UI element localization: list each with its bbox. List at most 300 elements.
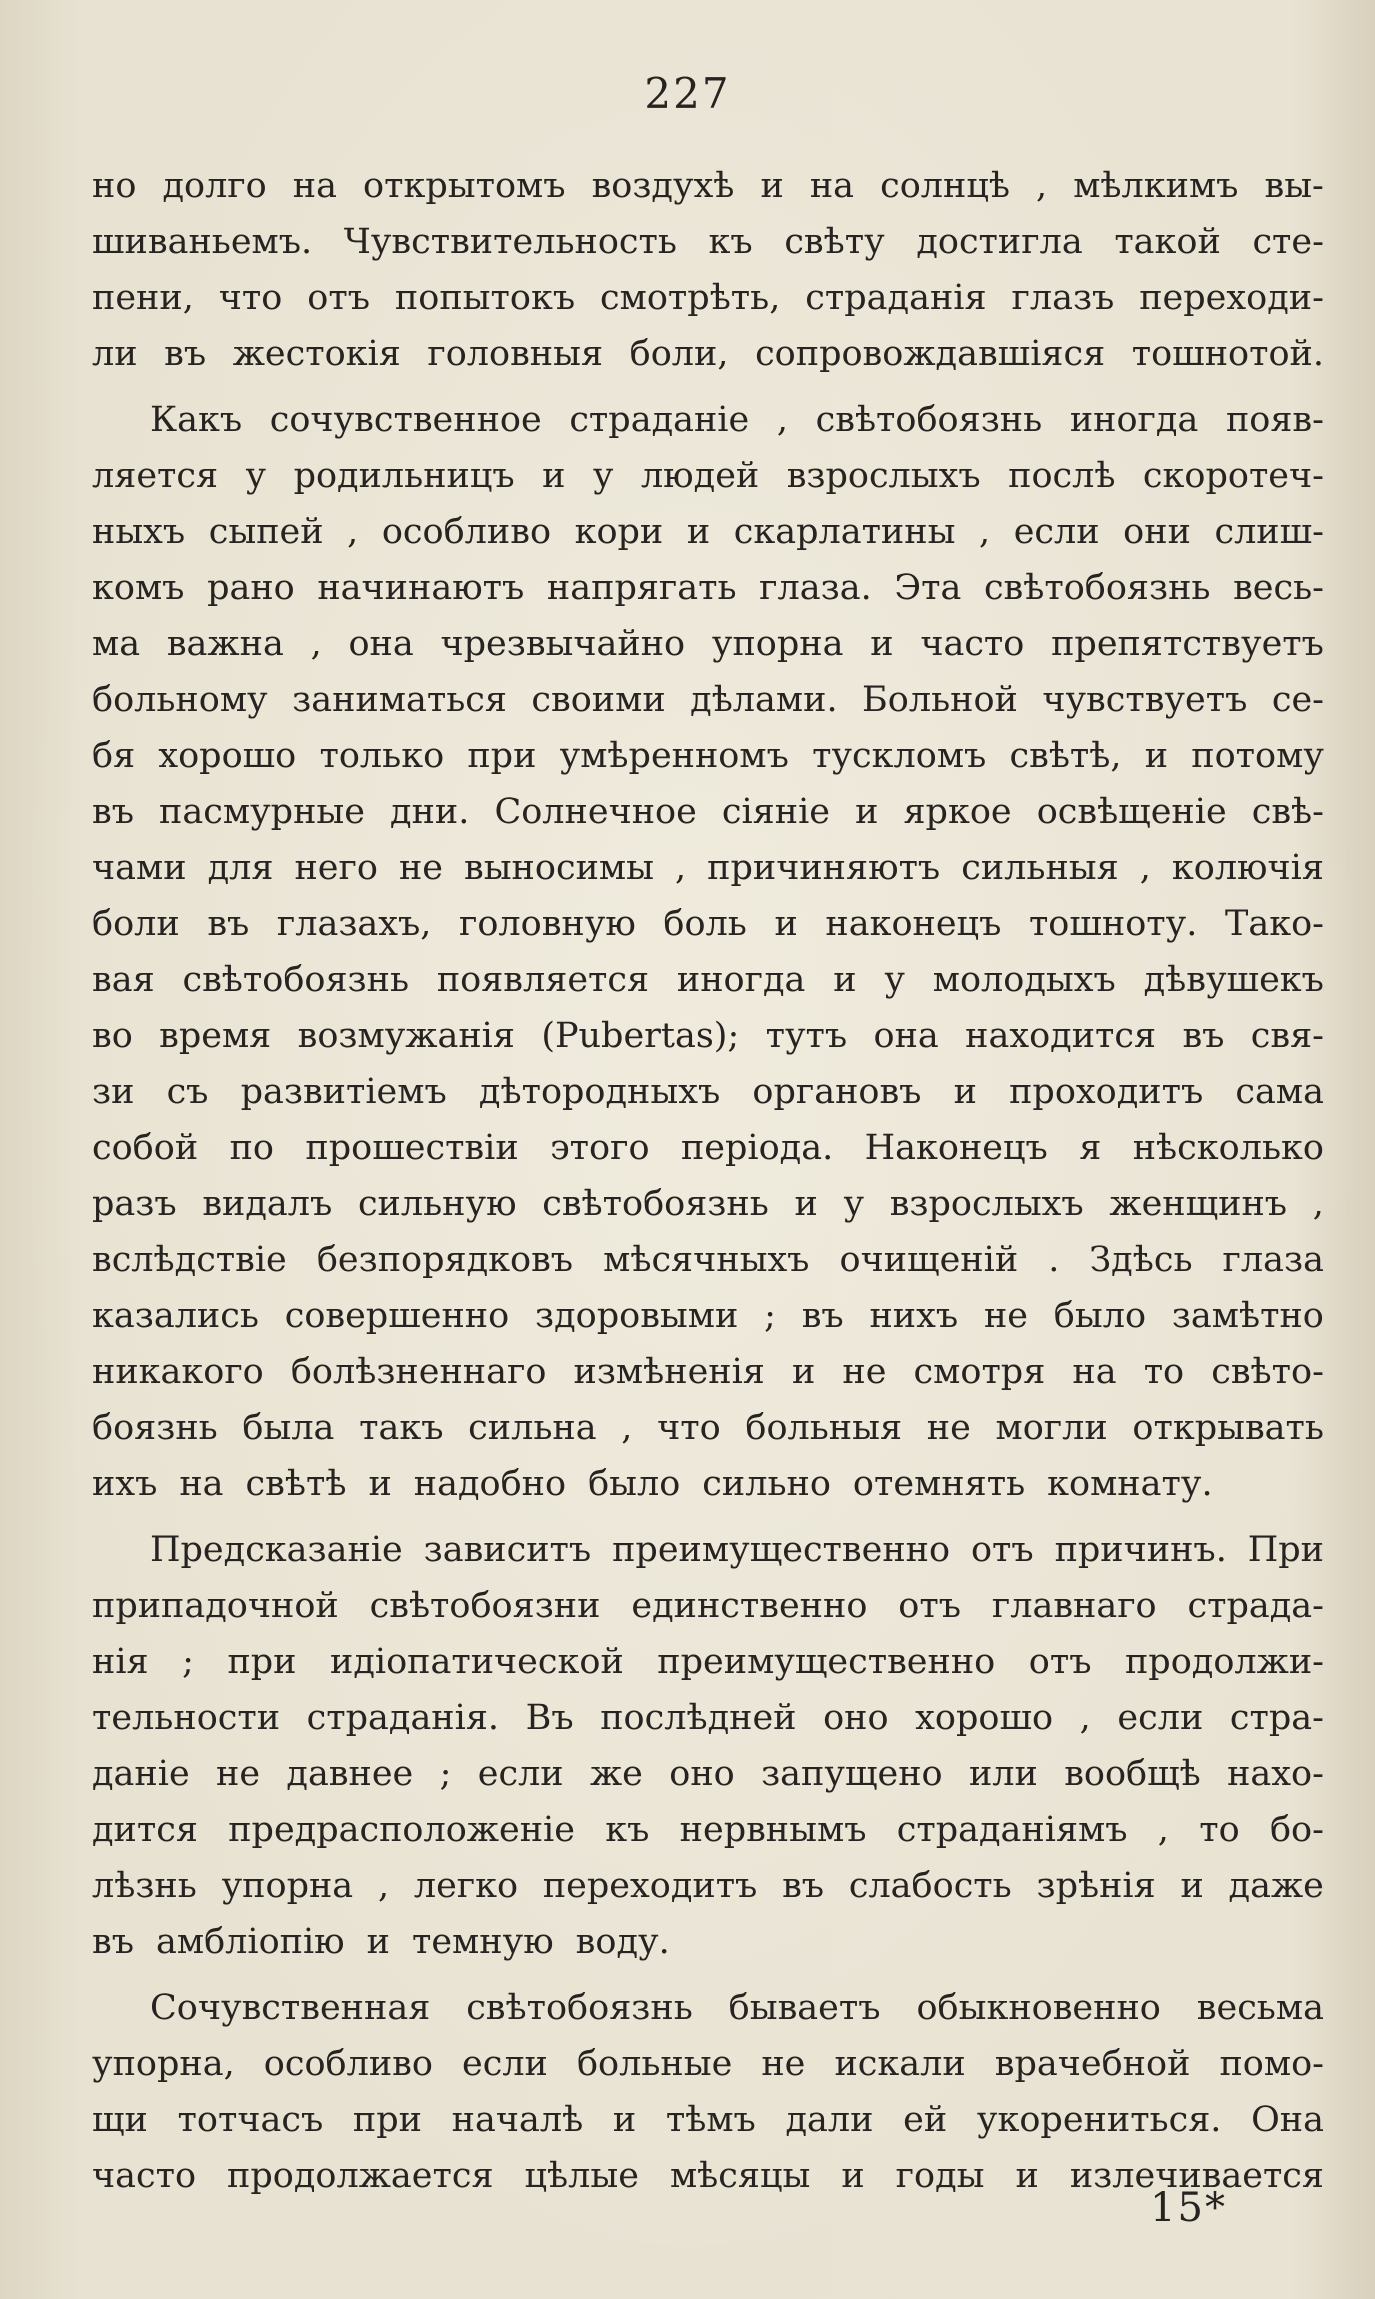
word: наконецъ xyxy=(825,904,1002,944)
word: потому xyxy=(1191,736,1324,776)
word: врачебной xyxy=(994,2044,1191,2084)
word: препятствуетъ xyxy=(1051,624,1324,664)
word: сама xyxy=(1235,1072,1324,1112)
word: боязнь xyxy=(92,1408,218,1448)
word: , xyxy=(621,1408,633,1448)
word: свѣтѣ, xyxy=(1009,736,1122,776)
word: хорошо xyxy=(915,1698,1054,1738)
word: комнату. xyxy=(1047,1464,1213,1504)
word: свѣ- xyxy=(1251,792,1324,832)
word: въ xyxy=(164,334,207,374)
word: видалъ xyxy=(202,1184,333,1224)
word: въ xyxy=(92,1922,134,1962)
word: и xyxy=(760,166,784,206)
word: нѣсколько xyxy=(1132,1128,1324,1168)
word: пасмурные xyxy=(159,792,365,832)
text-line xyxy=(92,1858,1324,1914)
word: чувствуетъ xyxy=(1042,680,1248,720)
word: то xyxy=(1143,1352,1185,1392)
word: переходитъ xyxy=(542,1866,758,1906)
word: больному xyxy=(92,680,268,720)
word: бя xyxy=(92,736,136,776)
word: Въ xyxy=(525,1698,574,1738)
word: сіяніе xyxy=(721,792,831,832)
word: въ xyxy=(801,1296,844,1336)
word: открывать xyxy=(1132,1408,1324,1448)
word: тускломъ xyxy=(812,736,987,776)
word: свѣтѣ xyxy=(245,1464,347,1504)
word: боли, xyxy=(629,334,729,374)
word: и xyxy=(841,2156,865,2196)
word: помо- xyxy=(1219,2044,1324,2084)
word: и xyxy=(1180,1866,1204,1906)
word: глазъ xyxy=(1011,278,1115,318)
text-line xyxy=(92,1120,1324,1176)
word: колючія xyxy=(1171,848,1324,888)
word: вслѣдствіе xyxy=(92,1240,287,1280)
word: ма xyxy=(92,624,141,664)
word: нервнымъ xyxy=(679,1810,867,1850)
word: было xyxy=(588,1464,681,1504)
word: преимущественно xyxy=(657,1642,996,1682)
word: проходитъ xyxy=(1009,1072,1204,1112)
word: болѣзненнаго xyxy=(290,1352,547,1392)
word: и xyxy=(1015,2156,1039,2196)
word: се- xyxy=(1271,680,1324,720)
word: Сочувственная xyxy=(150,1988,431,2028)
word: если xyxy=(1013,512,1100,552)
word: въ xyxy=(92,792,134,832)
word: не xyxy=(926,1408,971,1448)
word: или xyxy=(968,1754,1038,1794)
word: переходи- xyxy=(1139,278,1324,318)
word: надобно xyxy=(413,1464,567,1504)
word: головную xyxy=(459,904,636,944)
word: замѣтно xyxy=(1171,1296,1324,1336)
word: , xyxy=(347,512,359,552)
word: пени, xyxy=(92,278,194,318)
word: Она xyxy=(1251,2100,1324,2140)
word: казались xyxy=(92,1296,259,1336)
word: воздухѣ xyxy=(591,166,735,206)
word: при xyxy=(352,2100,422,2140)
word: смотрѣть, xyxy=(600,278,781,318)
word: у xyxy=(592,456,614,496)
word: жестокія xyxy=(232,334,401,374)
word: тотчасъ xyxy=(177,2100,324,2140)
text-line xyxy=(92,1802,1324,1858)
word: время xyxy=(159,1016,272,1056)
word: сильныя xyxy=(961,848,1119,888)
word: чами xyxy=(92,848,187,888)
word: Эта xyxy=(894,568,962,608)
text-line xyxy=(92,448,1324,504)
word: Больной xyxy=(862,680,1018,720)
word: , xyxy=(310,624,322,664)
word: вая xyxy=(92,960,155,1000)
word: шиваньемъ. xyxy=(92,222,313,262)
word: появляется xyxy=(436,960,650,1000)
text-line xyxy=(92,1064,1324,1120)
word: и xyxy=(366,1922,390,1962)
word: и xyxy=(855,792,879,832)
text-line xyxy=(92,158,1324,214)
word: развитіемъ xyxy=(240,1072,447,1112)
word: то xyxy=(1199,1810,1240,1850)
word: Чувствительность xyxy=(343,222,677,262)
text-line xyxy=(92,504,1324,560)
word: дѣтородныхъ xyxy=(478,1072,721,1112)
word: цѣлые xyxy=(524,2156,639,2196)
text-line xyxy=(92,784,1324,840)
word: органовъ xyxy=(752,1072,922,1112)
word: иногда xyxy=(1069,400,1199,440)
word: , xyxy=(1139,848,1151,888)
word: же xyxy=(589,1754,643,1794)
word: свѣтобоязнь xyxy=(466,1988,693,2028)
word: и xyxy=(368,1464,392,1504)
word: на xyxy=(179,1464,224,1504)
word: я xyxy=(1079,1128,1102,1168)
word: запущено xyxy=(761,1754,943,1794)
text-line xyxy=(92,952,1324,1008)
word: глаза. xyxy=(759,568,872,608)
text-line xyxy=(92,1456,1324,1512)
word: отъ xyxy=(898,1586,961,1626)
word: вы- xyxy=(1264,166,1324,206)
word: что xyxy=(657,1408,721,1448)
word: даже xyxy=(1228,1866,1324,1906)
word: глазахъ, xyxy=(276,904,432,944)
word: въ xyxy=(207,904,250,944)
word: ; xyxy=(764,1296,776,1336)
text-line xyxy=(92,1522,1324,1578)
word: у xyxy=(884,960,905,1000)
word: кори xyxy=(574,512,664,552)
word: своими xyxy=(531,680,666,720)
word: людей xyxy=(640,456,760,496)
word: женщинъ xyxy=(1109,1184,1288,1224)
word: часто xyxy=(92,2156,197,2196)
word: (Pubertas); xyxy=(541,1016,740,1056)
word: тошнотой. xyxy=(1131,334,1324,374)
word: умѣренномъ xyxy=(559,736,789,776)
word: безпорядковъ xyxy=(316,1240,574,1280)
word: и xyxy=(542,456,566,496)
word: сильна xyxy=(468,1408,597,1448)
word: излечивается xyxy=(1069,2156,1324,2196)
word: страданія. xyxy=(306,1698,500,1738)
word: свѣтобоязнь xyxy=(542,1184,769,1224)
word: была xyxy=(242,1408,335,1448)
word: ; xyxy=(182,1642,194,1682)
text-line xyxy=(92,1344,1324,1400)
word: рано xyxy=(207,568,295,608)
word: дали xyxy=(785,2100,874,2140)
word: часто xyxy=(920,624,1025,664)
word: она xyxy=(348,624,414,664)
word: укорениться. xyxy=(976,2100,1222,2140)
word: сильно xyxy=(702,1464,831,1504)
text-line xyxy=(92,1400,1324,1456)
word: заниматься xyxy=(292,680,507,720)
word: освѣщеніе xyxy=(1036,792,1227,832)
body-text xyxy=(92,158,1324,2214)
word: мѣсячныхъ xyxy=(603,1240,810,1280)
word: въ xyxy=(1182,1016,1225,1056)
word: выносимы xyxy=(464,848,654,888)
word: скоротеч- xyxy=(1142,456,1324,496)
word: долго xyxy=(162,166,267,206)
text-line xyxy=(92,1008,1324,1064)
word: . xyxy=(1048,1240,1060,1280)
word: измѣненія xyxy=(573,1352,765,1392)
word: ныхъ xyxy=(92,512,186,552)
text-line xyxy=(92,896,1324,952)
text-line xyxy=(92,214,1324,270)
word: не xyxy=(761,2044,806,2084)
word: она xyxy=(873,1016,939,1056)
word: иногда xyxy=(676,960,806,1000)
word: родильницъ xyxy=(293,456,515,496)
word: и xyxy=(794,1184,818,1224)
word: свя- xyxy=(1250,1016,1324,1056)
text-line xyxy=(92,2036,1324,2092)
word: отъ xyxy=(307,278,370,318)
word: амбліопію xyxy=(155,1922,345,1962)
word: чрезвычайно xyxy=(440,624,686,664)
word: особливо xyxy=(263,2044,433,2084)
word: попытокъ xyxy=(394,278,576,318)
word: находится xyxy=(965,1016,1157,1056)
word: годы xyxy=(895,2156,985,2196)
word: ляется xyxy=(92,456,219,496)
word: весьма xyxy=(1196,1988,1324,2028)
word: сте- xyxy=(1252,222,1324,262)
word: Тако- xyxy=(1225,904,1324,944)
word: здоровыми xyxy=(535,1296,739,1336)
word: боль xyxy=(663,904,747,944)
word: этого xyxy=(550,1128,650,1168)
word: прошествіи xyxy=(305,1128,519,1168)
word: мѣсяцы xyxy=(669,2156,811,2196)
word: у xyxy=(245,456,267,496)
word: единственно xyxy=(631,1586,868,1626)
word: солнцѣ xyxy=(880,166,1010,206)
word: ; xyxy=(439,1754,452,1794)
word: лѣзнь xyxy=(92,1866,197,1906)
word: не xyxy=(842,1352,887,1392)
word: для xyxy=(207,848,274,888)
word: съ xyxy=(166,1072,209,1112)
word: ли xyxy=(92,334,138,374)
word: зрѣнія xyxy=(1036,1866,1156,1906)
text-line xyxy=(92,270,1324,326)
word: зи xyxy=(92,1072,135,1112)
word: началѣ xyxy=(451,2100,584,2140)
word: , xyxy=(675,848,687,888)
word: главнаго xyxy=(991,1586,1157,1626)
word: они xyxy=(1123,512,1191,552)
word: послѣдней xyxy=(600,1698,797,1738)
word: и xyxy=(791,1352,816,1392)
word: тошноту. xyxy=(1028,904,1198,944)
word: слиш- xyxy=(1214,512,1324,552)
word: не xyxy=(216,1754,261,1794)
word: свѣтобоязнь xyxy=(182,960,410,1000)
word: на xyxy=(292,166,337,206)
word: боли xyxy=(92,904,180,944)
word: При xyxy=(1247,1530,1324,1570)
text-line xyxy=(92,1690,1324,1746)
word: и xyxy=(612,2100,637,2140)
word: Какъ xyxy=(150,400,243,440)
word: , xyxy=(1157,1810,1169,1850)
word: дѣлами. xyxy=(690,680,838,720)
word: страданія xyxy=(805,278,987,318)
signature-mark: 15* xyxy=(1150,2185,1227,2231)
word: мѣлкимъ xyxy=(1073,166,1239,206)
word: страда- xyxy=(1187,1586,1324,1626)
word: больные xyxy=(576,2044,733,2084)
word: , xyxy=(1312,1184,1324,1224)
paragraph xyxy=(92,1522,1324,1970)
word: нія xyxy=(92,1642,149,1682)
text-line xyxy=(92,616,1324,672)
word: такъ xyxy=(359,1408,444,1448)
word: преимущественно xyxy=(612,1530,951,1570)
word: воду. xyxy=(575,1922,670,1962)
word: нихъ xyxy=(869,1296,959,1336)
word: , xyxy=(1036,166,1048,206)
word: на xyxy=(809,166,855,206)
word: послѣ xyxy=(1008,456,1116,496)
word: причинъ. xyxy=(1054,1530,1227,1570)
word: къ xyxy=(708,222,753,262)
word: хорошо xyxy=(158,736,297,776)
word: напрягать xyxy=(546,568,737,608)
word: если xyxy=(477,1754,564,1794)
word: къ xyxy=(605,1810,650,1850)
word: и xyxy=(953,1072,977,1112)
word: достигла xyxy=(916,222,1083,262)
word: тельности xyxy=(92,1698,281,1738)
word: страданіе xyxy=(569,400,750,440)
word: и xyxy=(686,512,711,552)
word: Наконецъ xyxy=(864,1128,1048,1168)
word: головныя xyxy=(427,334,604,374)
word: отъ xyxy=(1028,1642,1092,1682)
text-line xyxy=(92,1176,1324,1232)
word: и xyxy=(1144,736,1169,776)
word: только xyxy=(319,736,445,776)
word: зависитъ xyxy=(423,1530,592,1570)
word: сочувственное xyxy=(269,400,542,440)
word: если xyxy=(1117,1698,1204,1738)
word: если xyxy=(462,2044,548,2084)
word: искали xyxy=(834,2044,966,2084)
word: возмужанія xyxy=(297,1016,515,1056)
word: бываетъ xyxy=(728,1988,881,2028)
word: комъ xyxy=(92,568,185,608)
word: дится xyxy=(92,1810,198,1850)
word: появ- xyxy=(1225,400,1324,440)
word: отъ xyxy=(970,1530,1034,1570)
text-line xyxy=(92,1746,1324,1802)
word: Солнечное xyxy=(494,792,697,832)
word: собой xyxy=(92,1128,199,1168)
word: обыкновенно xyxy=(916,1988,1161,2028)
word: , xyxy=(1079,1698,1091,1738)
word: нахо- xyxy=(1227,1754,1324,1794)
word: при xyxy=(227,1642,297,1682)
word: упорна xyxy=(221,1866,354,1906)
paragraph xyxy=(92,392,1324,1512)
word: и xyxy=(870,624,894,664)
word: сильную xyxy=(357,1184,517,1224)
word: щи xyxy=(92,2100,148,2140)
word: во xyxy=(92,1016,133,1056)
text-line xyxy=(92,1578,1324,1634)
word: вообщѣ xyxy=(1064,1754,1201,1794)
text-line xyxy=(92,672,1324,728)
word: свѣтобоязни xyxy=(369,1586,601,1626)
text-line xyxy=(92,2092,1324,2148)
word: больныя xyxy=(745,1408,903,1448)
word: совершенно xyxy=(284,1296,510,1336)
text-line xyxy=(92,728,1324,784)
word: свѣто- xyxy=(1211,1352,1324,1392)
paragraph xyxy=(92,1980,1324,2204)
word: что xyxy=(218,278,283,318)
word: стра- xyxy=(1229,1698,1324,1738)
word: ей xyxy=(903,2100,948,2140)
text-line xyxy=(92,1288,1324,1344)
word: упорна, xyxy=(92,2044,235,2084)
word: но xyxy=(92,166,137,206)
word: не xyxy=(398,848,443,888)
word: него xyxy=(294,848,378,888)
word: , xyxy=(377,1866,390,1906)
word: молодыхъ xyxy=(932,960,1116,1000)
word: ихъ xyxy=(92,1464,158,1504)
word: продолжи- xyxy=(1124,1642,1324,1682)
word: сыпей xyxy=(208,512,324,552)
word: причиняютъ xyxy=(707,848,941,888)
text-line xyxy=(92,560,1324,616)
word: страданіямъ xyxy=(896,1810,1128,1850)
word: дни. xyxy=(390,792,470,832)
word: и xyxy=(774,904,798,944)
page-number: 227 xyxy=(644,69,731,118)
word: слабость xyxy=(848,1866,1012,1906)
word: идіопатической xyxy=(330,1642,624,1682)
word: глаза xyxy=(1222,1240,1324,1280)
word: начинаютъ xyxy=(317,568,525,608)
word: , xyxy=(776,400,788,440)
word: взрослыхъ xyxy=(889,1184,1084,1224)
word: при xyxy=(467,736,537,776)
word: особливо xyxy=(381,512,552,552)
word: у xyxy=(843,1184,865,1224)
word: могли xyxy=(995,1408,1108,1448)
word: упорна xyxy=(711,624,844,664)
word: было xyxy=(1053,1296,1147,1336)
word: свѣтобоязнь xyxy=(815,400,1043,440)
word: оно xyxy=(669,1754,735,1794)
word: въ xyxy=(782,1866,825,1906)
word: легко xyxy=(413,1866,519,1906)
